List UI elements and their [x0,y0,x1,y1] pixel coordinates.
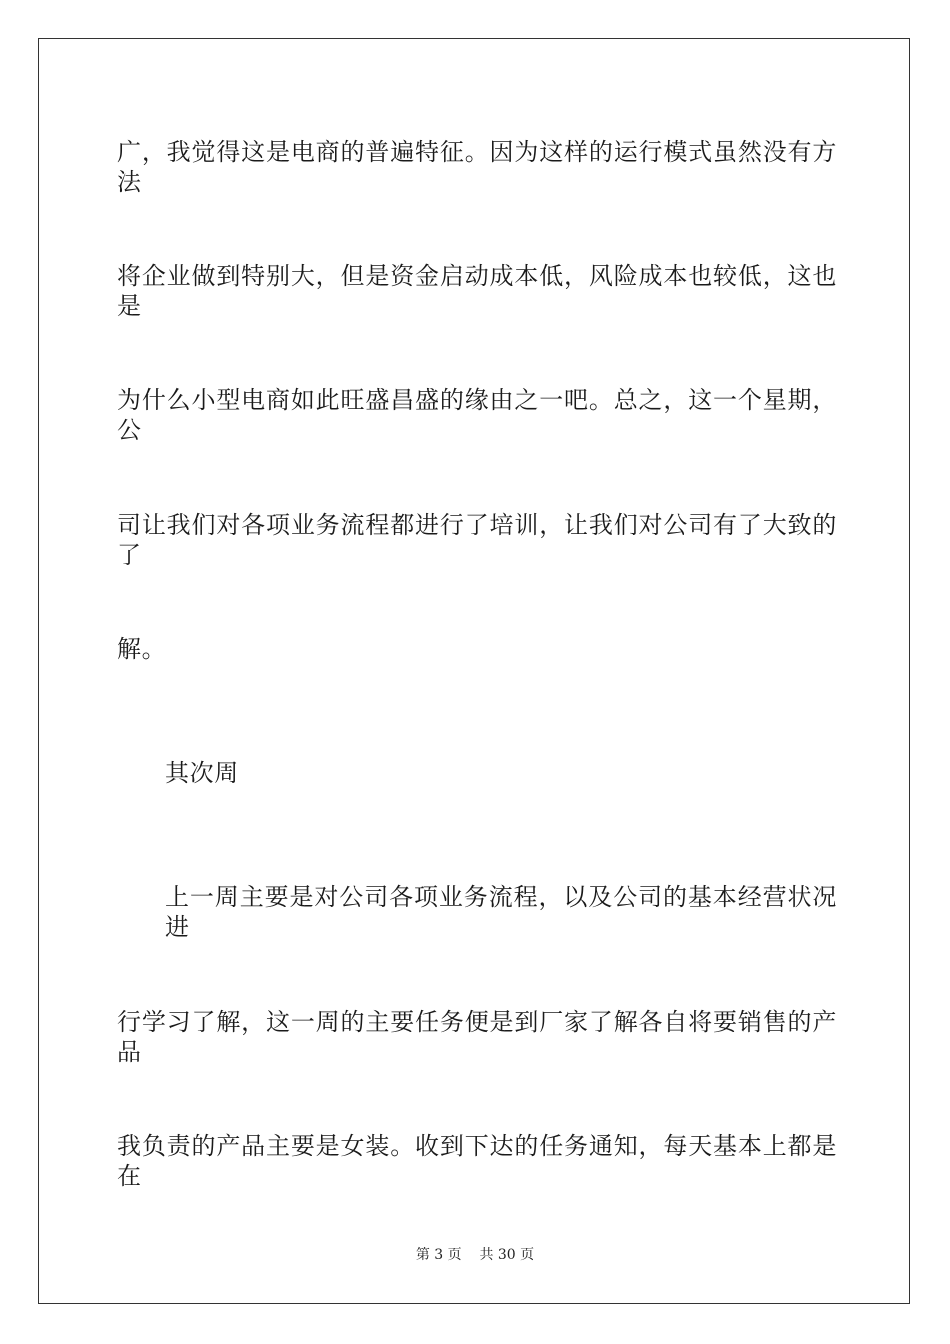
section-heading: 其次周 [165,759,239,787]
paragraph-2-line-1: 上一周主要是对公司各项业务流程，以及公司的基本经营状况进 [165,883,837,941]
page-footer [0,1246,950,1264]
body-line-1: 广，我觉得这是电商的普遍特征。因为这样的运行模式虽然没有方法 [117,138,837,196]
page-number: 第 3 页 [415,1247,462,1263]
body-line-5: 解。 [117,635,167,663]
paragraph-2-line-2: 行学习了解，这一周的主要任务便是到厂家了解各自将要销售的产品 [117,1008,837,1066]
total-pages: 共 30 页 [479,1247,535,1263]
body-line-3: 为什么小型电商如此旺盛昌盛的缘由之一吧。总之，这一个星期，公 [117,386,837,444]
paragraph-2-line-3: 我负责的产品主要是女装。收到下达的任务通知，每天基本上都是在 [117,1132,837,1190]
body-line-2: 将企业做到特别大，但是资金启动成本低，风险成本也较低，这也是 [117,262,837,320]
page-border [38,38,910,1304]
body-line-4: 司让我们对各项业务流程都进行了培训，让我们对公司有了大致的了 [117,511,837,569]
footer-gap [462,1247,480,1263]
